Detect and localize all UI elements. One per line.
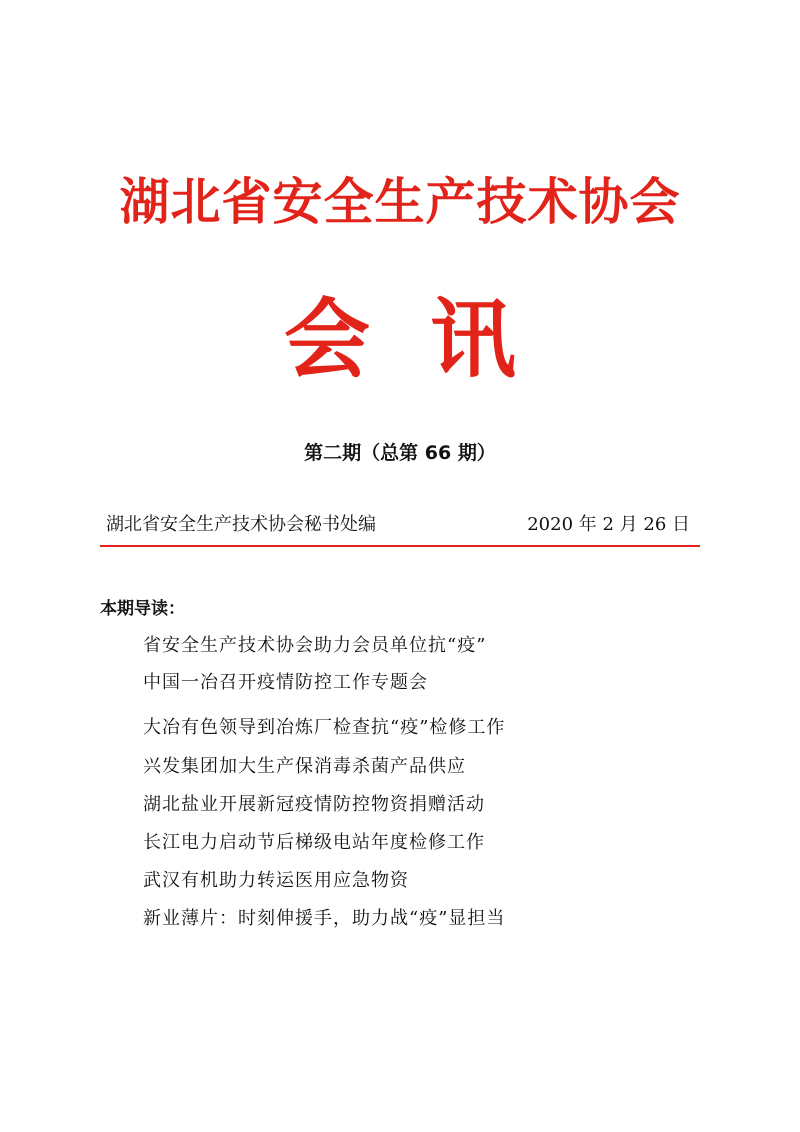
organization-title: 湖北省安全生产技术协会 — [119, 173, 681, 231]
contents-heading: 本期导读： — [100, 599, 185, 619]
editor-credit: 湖北省安全生产技术协会秘书处编 — [106, 514, 376, 535]
contents-item: 大冶有色领导到冶炼厂检查抗“疫”检修工作 — [143, 717, 506, 738]
masthead-meta — [100, 512, 700, 540]
contents-item: 新业薄片：时刻伸援手，助力战“疫”显担当 — [143, 908, 506, 929]
contents-item: 武汉有机助力转运医用应急物资 — [143, 870, 409, 891]
contents-item: 湖北盐业开展新冠疫情防控物资捐赠活动 — [143, 794, 485, 815]
issue-number: 第二期（总第 66 期） — [304, 442, 496, 464]
contents-item: 长江电力启动节后梯级电站年度检修工作 — [143, 832, 485, 853]
contents-item: 省安全生产技术协会助力会员单位抗“疫” — [143, 635, 487, 656]
publication-title: 会讯 — [284, 290, 576, 390]
contents-item: 中国一冶召开疫情防控工作专题会 — [143, 672, 428, 693]
publication-date: 2020 年 2 月 26 日 — [527, 514, 690, 535]
contents-item: 兴发集团加大生产保消毒杀菌产品供应 — [143, 756, 466, 777]
red-divider — [100, 545, 700, 547]
